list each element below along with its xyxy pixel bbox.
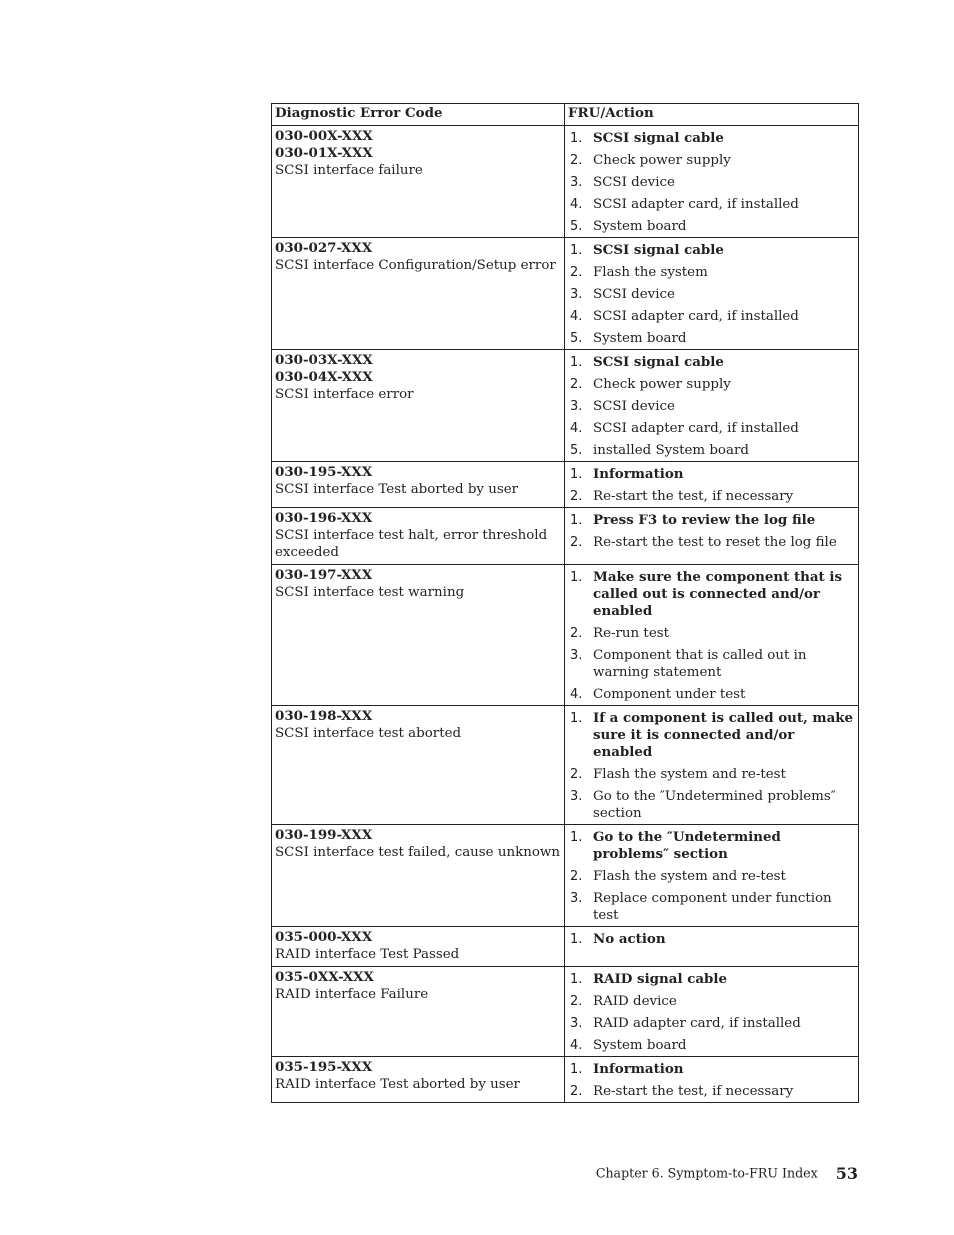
step-number: 2.: [570, 489, 583, 504]
table-row: [272, 462, 859, 508]
step-number: 2.: [570, 1084, 583, 1099]
step-text: SCSI device: [593, 287, 675, 302]
fru-action-cell: [565, 706, 859, 825]
error-code: 030-198-XXX: [275, 708, 373, 724]
step-text: RAID adapter card, if installed: [593, 1016, 801, 1031]
action-list: [569, 569, 855, 703]
step-number: 5.: [570, 443, 583, 458]
step-number: 2.: [570, 535, 583, 550]
error-code-cell: [272, 126, 565, 238]
column-header-error-code: Diagnostic Error Code: [272, 104, 565, 126]
step-text: SCSI signal cable: [593, 242, 724, 258]
error-code-cell: [272, 1057, 565, 1103]
step-number: 3.: [570, 399, 583, 414]
error-code: 030-197-XXX: [275, 567, 373, 583]
step-text: Make sure the component that is called out is connected and/or enabled: [593, 569, 843, 619]
action-step: [569, 625, 855, 642]
step-number: 4.: [570, 309, 583, 324]
action-step: [569, 710, 855, 761]
error-code-cell: [272, 462, 565, 508]
step-text: SCSI adapter card, if installed: [593, 421, 799, 436]
column-header-fru-action: FRU/Action: [565, 104, 859, 126]
table-body: [272, 126, 859, 1103]
action-step: [569, 398, 855, 415]
action-list: [569, 242, 855, 347]
error-description: SCSI interface failure: [275, 163, 423, 178]
error-code: 030-195-XXX: [275, 464, 373, 480]
fru-action-cell: [565, 126, 859, 238]
action-list: [569, 466, 855, 505]
step-text: Information: [593, 466, 684, 482]
step-text: SCSI adapter card, if installed: [593, 309, 799, 324]
error-code: 030-01X-XXX: [275, 145, 373, 161]
action-step: [569, 442, 855, 459]
fru-action-cell: [565, 1057, 859, 1103]
chapter-title: Chapter 6. Symptom-to-FRU Index: [595, 1165, 818, 1181]
action-list: [569, 710, 855, 822]
error-code: 035-195-XXX: [275, 1059, 373, 1075]
action-step: [569, 308, 855, 325]
error-description: SCSI interface test aborted: [275, 726, 462, 741]
action-step: [569, 196, 855, 213]
step-text: Re-start the test to reset the log file: [593, 535, 837, 550]
step-text: Go to the ″Undetermined problems″ section: [593, 829, 781, 862]
step-number: 1.: [570, 932, 583, 947]
step-text: No action: [593, 931, 666, 947]
table-row: [272, 706, 859, 825]
step-number: 1.: [570, 131, 583, 146]
action-step: [569, 330, 855, 347]
error-code: 030-04X-XXX: [275, 369, 373, 385]
step-number: 2.: [570, 265, 583, 280]
step-number: 2.: [570, 869, 583, 884]
step-text: Check power supply: [593, 377, 731, 392]
table-row: [272, 927, 859, 967]
step-text: SCSI adapter card, if installed: [593, 197, 799, 212]
action-step: [569, 1037, 855, 1054]
action-step: [569, 420, 855, 437]
step-number: 3.: [570, 287, 583, 302]
step-number: 1.: [570, 711, 583, 726]
table-row: [272, 350, 859, 462]
action-list: [569, 130, 855, 235]
step-number: 5.: [570, 331, 583, 346]
step-number: 2.: [570, 377, 583, 392]
action-step: [569, 264, 855, 281]
table-header-row: [272, 104, 859, 126]
step-number: 1.: [570, 513, 583, 528]
table-row: [272, 126, 859, 238]
step-text: RAID device: [593, 994, 677, 1009]
action-step: [569, 829, 855, 863]
step-number: 1.: [570, 830, 583, 845]
action-step: [569, 354, 855, 371]
step-number: 4.: [570, 421, 583, 436]
step-number: 3.: [570, 891, 583, 906]
step-text: Component under test: [593, 687, 746, 702]
step-text: Flash the system and re-test: [593, 869, 786, 884]
step-text: System board: [593, 219, 687, 234]
step-text: SCSI device: [593, 399, 675, 414]
step-number: 5.: [570, 219, 583, 234]
error-code: 030-196-XXX: [275, 510, 373, 526]
step-number: 3.: [570, 789, 583, 804]
page-number: 53: [835, 1163, 858, 1183]
table-row: [272, 238, 859, 350]
error-description: SCSI interface test warning: [275, 585, 465, 600]
step-text: RAID signal cable: [593, 971, 728, 987]
diagnostic-error-table: [271, 103, 859, 1103]
step-number: 1.: [570, 243, 583, 258]
step-text: System board: [593, 1038, 687, 1053]
fru-action-cell: [565, 238, 859, 350]
step-text: Check power supply: [593, 153, 731, 168]
step-text: If a component is called out, make sure it is connected and/or enabled: [593, 710, 854, 760]
action-step: [569, 686, 855, 703]
error-description: SCSI interface Test aborted by user: [275, 482, 519, 497]
action-step: [569, 218, 855, 235]
table-row: [272, 1057, 859, 1103]
action-step: [569, 868, 855, 885]
step-number: 2.: [570, 994, 583, 1009]
fru-action-cell: [565, 927, 859, 967]
action-step: [569, 376, 855, 393]
step-number: 2.: [570, 767, 583, 782]
fru-action-cell: [565, 350, 859, 462]
action-step: [569, 993, 855, 1010]
step-number: 3.: [570, 1016, 583, 1031]
fru-action-cell: [565, 462, 859, 508]
action-step: [569, 242, 855, 259]
step-text: Component that is called out in warning statement: [593, 648, 807, 680]
table-row: [272, 967, 859, 1057]
error-code: 030-199-XXX: [275, 827, 373, 843]
error-code-cell: [272, 927, 565, 967]
table-row: [272, 825, 859, 927]
error-description: RAID interface Test Passed: [275, 947, 460, 962]
step-text: Go to the ″Undetermined problems″ section: [593, 789, 836, 821]
error-description: SCSI interface test failed, cause unknown: [275, 845, 560, 860]
table-row: [272, 565, 859, 706]
step-number: 3.: [570, 648, 583, 663]
step-text: SCSI signal cable: [593, 354, 724, 370]
error-description: RAID interface Test aborted by user: [275, 1077, 520, 1092]
error-code: 035-0XX-XXX: [275, 969, 374, 985]
step-text: System board: [593, 331, 687, 346]
error-description: SCSI interface Configuration/Setup error: [275, 258, 556, 273]
step-text: Flash the system: [593, 265, 708, 280]
action-list: [569, 971, 855, 1054]
step-text: installed System board: [593, 443, 749, 458]
step-text: Replace component under function test: [593, 891, 832, 923]
error-description: RAID interface Failure: [275, 987, 429, 1002]
error-code-cell: [272, 350, 565, 462]
action-step: [569, 569, 855, 620]
action-step: [569, 512, 855, 529]
fru-action-cell: [565, 508, 859, 565]
action-step: [569, 174, 855, 191]
step-number: 1.: [570, 972, 583, 987]
step-number: 4.: [570, 687, 583, 702]
action-step: [569, 647, 855, 681]
action-list: [569, 829, 855, 924]
step-number: 1.: [570, 467, 583, 482]
action-step: [569, 466, 855, 483]
error-code-cell: [272, 238, 565, 350]
step-text: Re-start the test, if necessary: [593, 1084, 794, 1099]
action-step: [569, 488, 855, 505]
step-number: 4.: [570, 1038, 583, 1053]
step-number: 4.: [570, 197, 583, 212]
error-code-cell: [272, 706, 565, 825]
error-code: 030-027-XXX: [275, 240, 373, 256]
step-number: 1.: [570, 1062, 583, 1077]
page-footer: [596, 1163, 858, 1184]
step-number: 1.: [570, 570, 583, 585]
step-number: 1.: [570, 355, 583, 370]
step-text: Information: [593, 1061, 684, 1077]
step-number: 2.: [570, 153, 583, 168]
action-list: [569, 354, 855, 459]
error-code-cell: [272, 825, 565, 927]
action-step: [569, 534, 855, 551]
error-code: 030-00X-XXX: [275, 128, 373, 144]
action-step: [569, 890, 855, 924]
action-list: [569, 512, 855, 551]
step-text: Re-start the test, if necessary: [593, 489, 794, 504]
step-text: Press F3 to review the log file: [593, 512, 816, 528]
error-description: SCSI interface test halt, error threshold exceeded: [275, 528, 548, 560]
action-step: [569, 766, 855, 783]
error-code-cell: [272, 967, 565, 1057]
fru-action-cell: [565, 825, 859, 927]
action-step: [569, 130, 855, 147]
error-description: SCSI interface error: [275, 387, 414, 402]
action-step: [569, 971, 855, 988]
action-step: [569, 152, 855, 169]
error-code: 035-000-XXX: [275, 929, 373, 945]
error-code: 030-03X-XXX: [275, 352, 373, 368]
action-step: [569, 286, 855, 303]
step-text: SCSI device: [593, 175, 675, 190]
action-list: [569, 931, 855, 948]
action-step: [569, 1015, 855, 1032]
error-code-cell: [272, 565, 565, 706]
fru-action-cell: [565, 967, 859, 1057]
action-step: [569, 931, 855, 948]
action-step: [569, 1083, 855, 1100]
step-text: Re-run test: [593, 626, 669, 641]
fru-action-cell: [565, 565, 859, 706]
table-row: [272, 508, 859, 565]
action-step: [569, 1061, 855, 1078]
step-text: Flash the system and re-test: [593, 767, 786, 782]
error-code-cell: [272, 508, 565, 565]
action-step: [569, 788, 855, 822]
step-number: 3.: [570, 175, 583, 190]
step-text: SCSI signal cable: [593, 130, 724, 146]
action-list: [569, 1061, 855, 1100]
step-number: 2.: [570, 626, 583, 641]
